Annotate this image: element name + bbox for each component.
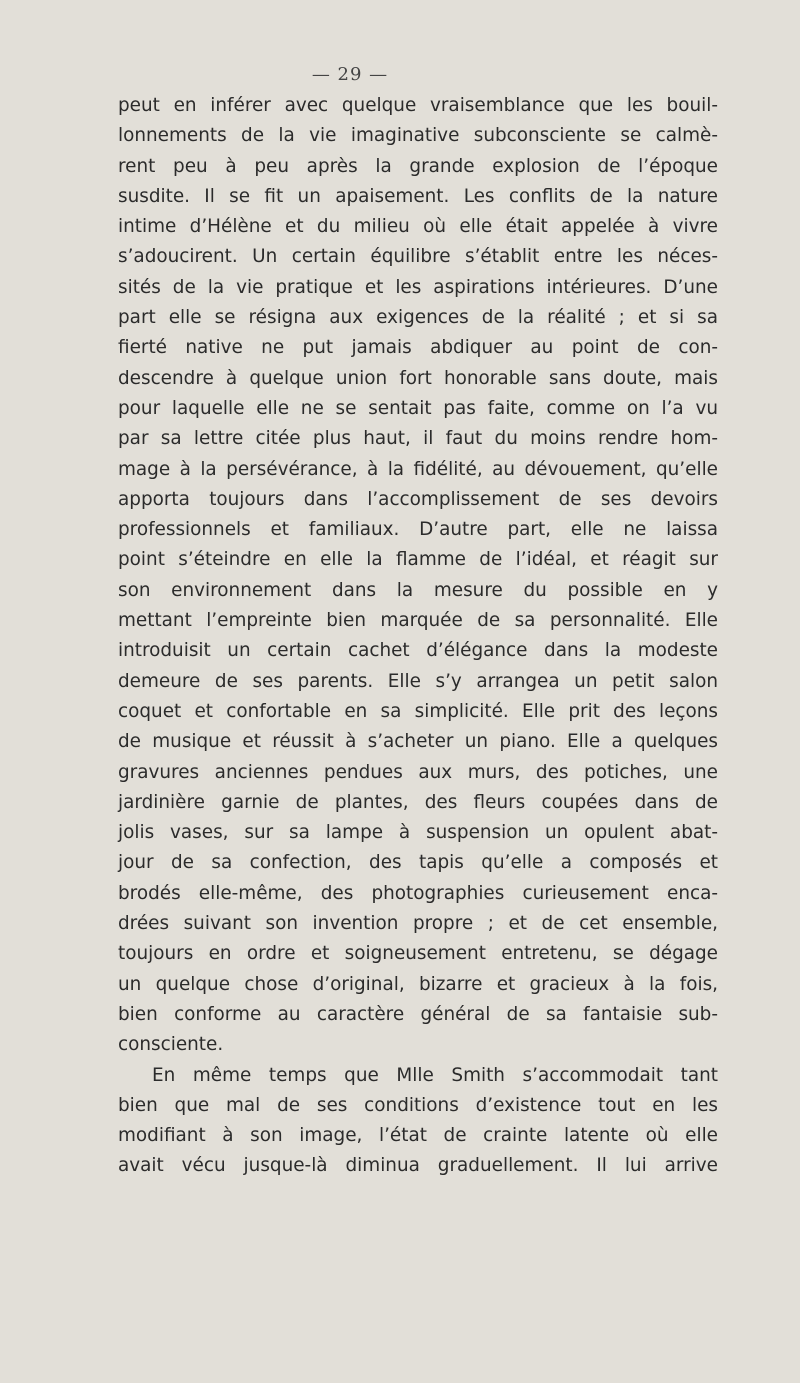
text-line: introduisit un certain cachet d’élégance dans la modeste <box>118 640 718 662</box>
text-line: descendre à quelque union fort honorable sans doute, mais <box>118 367 718 389</box>
text-line: jardinière garnie de plantes, des fleurs coupées dans de <box>118 791 718 813</box>
text-line: point s’éteindre en elle la flamme de l’idéal, et réagit sur <box>118 549 718 571</box>
text-line: En même temps que Mlle Smith s’accommodait tant <box>152 1064 718 1086</box>
text-line: par sa lettre citée plus haut, il faut du moins rendre hom- <box>118 428 718 450</box>
text-line: avait vécu jusque-là diminua graduellement. Il lui arrive <box>118 1155 718 1177</box>
text-line: coquet et confortable en sa simplicité. Elle prit des leçons <box>118 700 718 722</box>
text-line: sités de la vie pratique et les aspirations intérieures. D’une <box>118 276 718 298</box>
text-line: lonnements de la vie imaginative subconsciente se calmè- <box>118 125 718 147</box>
text-line: peut en inférer avec quelque vraisemblance que les bouil- <box>118 95 718 116</box>
text-line: bien que mal de ses conditions d’existence tout en les <box>118 1094 718 1116</box>
text-line: demeure de ses parents. Elle s’y arrangea un petit salon <box>118 670 718 692</box>
text-line: s’adoucirent. Un certain équilibre s’établit entre les néces- <box>118 246 718 268</box>
text-line: gravures anciennes pendues aux murs, des potiches, une <box>118 761 718 783</box>
text-line: pour laquelle elle ne se sentait pas faite, comme on l’a vu <box>118 397 718 419</box>
page-number: — 29 — <box>311 64 389 85</box>
text-line: apporta toujours dans l’accomplissement de ses devoirs <box>118 488 718 510</box>
text-line: un quelque chose d’original, bizarre et gracieux à la fois, <box>118 973 718 995</box>
text-line: son environnement dans la mesure du possible en y <box>118 579 718 601</box>
text-line: jolis vases, sur sa lampe à suspension un opulent abat- <box>118 822 718 844</box>
text-line: rent peu à peu après la grande explosion de l’époque <box>118 155 718 177</box>
text-line: professionnels et familiaux. D’autre part, elle ne laissa <box>118 519 718 541</box>
paragraph-2 <box>118 1061 718 1182</box>
paragraph-1 <box>118 91 718 1061</box>
body-text <box>118 91 718 1182</box>
text-line: modifiant à son image, l’état de crainte latente où elle <box>118 1125 718 1147</box>
text-line: consciente. <box>118 1034 224 1056</box>
text-line: mage à la persévérance, à la fidélité, au dévouement, qu’elle <box>118 458 718 480</box>
text-line: toujours en ordre et soigneusement entretenu, se dégage <box>118 943 718 965</box>
text-line: part elle se résigna aux exigences de la réalité ; et si sa <box>118 307 718 329</box>
text-line: jour de sa confection, des tapis qu’elle a composés et <box>118 852 718 874</box>
text-line: de musique et réussit à s’acheter un piano. Elle a quelques <box>118 731 718 753</box>
text-line: fierté native ne put jamais abdiquer au point de con- <box>118 337 718 359</box>
text-line: brodés elle-même, des photographies curieusement enca- <box>118 882 718 904</box>
text-line: susdite. Il se fit un apaisement. Les conflits de la nature <box>118 185 718 207</box>
text-line: drées suivant son invention propre ; et de cet ensemble, <box>118 913 718 935</box>
text-line: bien conforme au caractère général de sa fantaisie sub- <box>118 1003 718 1025</box>
text-line: mettant l’empreinte bien marquée de sa personnalité. Elle <box>118 610 718 632</box>
text-line: intime d’Hélène et du milieu où elle était appelée à vivre <box>118 216 718 238</box>
